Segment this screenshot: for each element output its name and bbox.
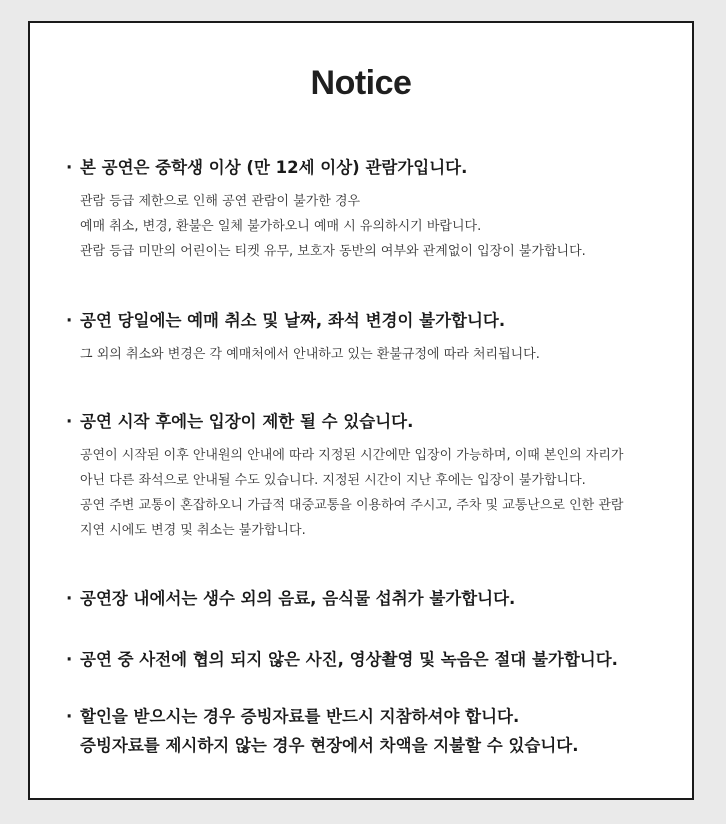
section-heading bbox=[66, 157, 672, 179]
heading-line: 증빙자료를 제시하지 않는 경우 현장에서 차액을 지불할 수 있습니다. bbox=[80, 736, 579, 755]
body-line: 관람 등급 미만의 어린이는 티켓 유무, 보호자 동반의 여부와 관계없이 입장이 불가합니다. bbox=[80, 244, 586, 259]
body-line: 관람 등급 제한으로 인해 공연 관람이 불가한 경우 bbox=[80, 194, 361, 209]
section-body bbox=[66, 342, 672, 367]
body-line: 공연이 시작된 이후 안내원의 안내에 따라 지정된 시간에만 입장이 가능하며, 이때 본인의 자리가 bbox=[80, 448, 624, 463]
notice-section-food-drink bbox=[66, 588, 672, 610]
notice-section-recording bbox=[66, 649, 672, 671]
bullet-dot: · bbox=[66, 158, 73, 177]
heading-line: 공연 시작 후에는 입장이 제한 될 수 있습니다. bbox=[80, 412, 414, 431]
body-line: 아닌 다른 좌석으로 안내될 수도 있습니다. 지정된 시간이 지난 후에는 입장이 불가합니다. bbox=[80, 473, 586, 488]
body-line: 지연 시에도 변경 및 취소는 불가합니다. bbox=[80, 523, 306, 538]
notice-box bbox=[28, 21, 694, 800]
bullet-dot: · bbox=[66, 650, 73, 669]
notice-section-late-entry bbox=[66, 411, 672, 543]
notice-section-discount-proof bbox=[66, 706, 672, 757]
section-heading bbox=[66, 411, 672, 433]
bullet-dot: · bbox=[66, 412, 73, 431]
section-body bbox=[66, 443, 672, 543]
section-heading bbox=[66, 706, 672, 757]
bullet-dot: · bbox=[66, 589, 73, 608]
bullet-dot: · bbox=[66, 311, 73, 330]
notice-title: Notice bbox=[310, 64, 412, 102]
heading-line: 공연장 내에서는 생수 외의 음료, 음식물 섭취가 불가합니다. bbox=[80, 589, 516, 608]
body-line: 예매 취소, 변경, 환불은 일체 불가하오니 예매 시 유의하시기 바랍니다. bbox=[80, 219, 482, 234]
bullet-dot: · bbox=[66, 707, 73, 726]
heading-line: 할인을 받으시는 경우 증빙자료를 반드시 지참하셔야 합니다. bbox=[80, 707, 520, 726]
heading-line: 공연 당일에는 예매 취소 및 날짜, 좌석 변경이 불가합니다. bbox=[80, 311, 506, 330]
section-heading bbox=[66, 588, 672, 610]
section-body bbox=[66, 189, 672, 264]
section-heading bbox=[66, 310, 672, 332]
body-line: 공연 주변 교통이 혼잡하오니 가급적 대중교통을 이용하여 주시고, 주차 및 교통난으로 인한 관람 bbox=[80, 498, 624, 513]
section-heading bbox=[66, 649, 672, 671]
heading-line: 공연 중 사전에 협의 되지 않은 사진, 영상촬영 및 녹음은 절대 불가합니다. bbox=[80, 650, 618, 669]
notice-section-same-day-cancellation bbox=[66, 310, 672, 367]
notice-section-age-rating bbox=[66, 157, 672, 264]
body-line: 그 외의 취소와 변경은 각 예매처에서 안내하고 있는 환불규정에 따라 처리됩니다. bbox=[80, 347, 540, 362]
heading-line: 본 공연은 중학생 이상 (만 12세 이상) 관람가입니다. bbox=[80, 158, 468, 177]
